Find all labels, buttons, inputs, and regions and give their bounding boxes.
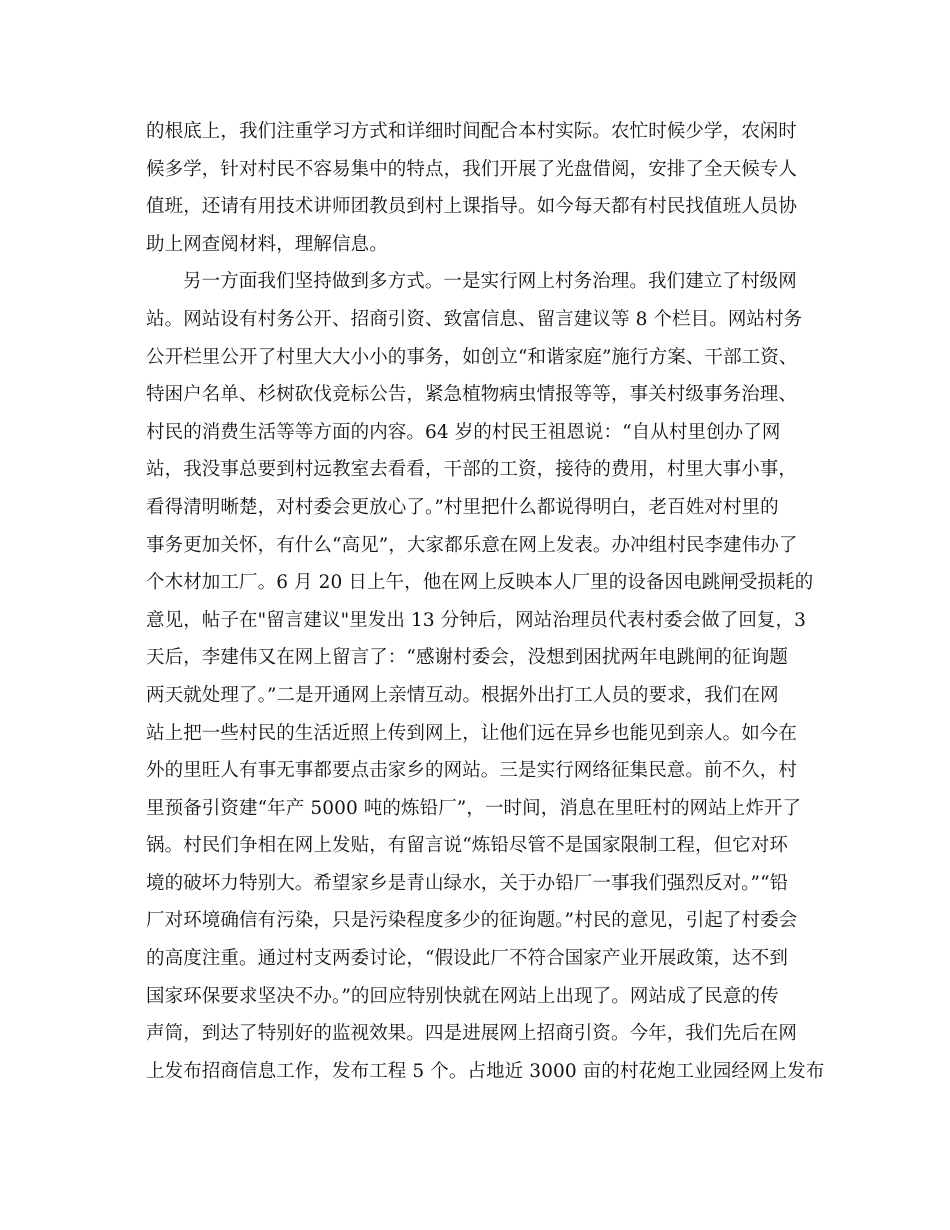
- text-line: 村民的消费生活等等方面的内容。64 岁的村民王祖恩说：“自从村里创办了网: [146, 421, 781, 443]
- text-line: 站上把一些村民的生活近照上传到网上，让他们远在异乡也能见到亲人。如今在: [146, 722, 798, 744]
- text-line: 外的里旺人有事无事都要点击家乡的网站。三是实行网络征集民意。前不久，村: [146, 760, 798, 782]
- document-body: [146, 113, 825, 1090]
- text-line: 个木材加工厂。6 月 20 日上午，他在网上反映本人厂里的设备因电跳闸受损耗的: [146, 572, 814, 594]
- text-line: 厂对环境确信有污染，只是污染程度多少的征询题。”村民的意见，引起了村委会: [146, 910, 798, 932]
- text-line: 事务更加关怀，有什么“高见”，大家都乐意在网上发表。办冲组村民李建伟办了: [146, 534, 798, 556]
- text-line: 里预备引资建“年产 5000 吨的炼铅厂”，一时间，消息在里旺村的网站上炸开了: [146, 797, 802, 819]
- text-line: 值班，还请有用技术讲师团教员到村上课指导。如今每天都有村民找值班人员协: [146, 196, 798, 218]
- text-line: 助上网查阅材料，理解信息。: [146, 233, 388, 255]
- text-line: 两天就处理了。”二是开通网上亲情互动。根据外出打工人员的要求，我们在网: [146, 684, 779, 706]
- text-line: 候多学，针对村民不容易集中的特点，我们开展了光盘借阅，安排了全天候专人: [146, 158, 798, 180]
- text-line: 另一方面我们坚持做到多方式。一是实行网上村务治理。我们建立了村级网: [183, 271, 797, 293]
- text-line: 锅。村民们争相在网上发贴，有留言说“炼铅尽管不是国家限制工程，但它对环: [146, 835, 788, 857]
- text-line: 公开栏里公开了村里大大小小的事务，如创立“和谐家庭”施行方案、干部工资、: [146, 346, 798, 368]
- text-line: 境的破坏力特别大。希望家乡是青山绿水，关于办铅厂一事我们强烈反对。”“铅: [146, 872, 789, 894]
- text-line: 站，我没事总要到村远教室去看看，干部的工资，接待的费用，村里大事小事，: [146, 459, 798, 481]
- text-line: 特困户名单、杉树砍伐竞标公告，紧急植物病虫情报等等，事关村级事务治理、: [146, 384, 798, 406]
- text-line: 的高度注重。通过村支两委讨论，“假设此厂不符合国家产业开展政策，达不到: [146, 948, 788, 970]
- text-line: 天后，李建伟又在网上留言了：“感谢村委会，没想到困扰两年电跳闸的征询题: [146, 647, 788, 669]
- text-line: 国家环保要求坚决不办。”的回应特别快就在网站上出现了。网站成了民意的传: [146, 985, 779, 1007]
- text-line: 意见，帖子在"留言建议"里发出 13 分钟后，网站治理员代表村委会做了回复，3: [146, 609, 806, 631]
- text-line: 声筒，到达了特别好的监视效果。四是进展网上招商引资。今年，我们先后在网: [146, 1023, 798, 1045]
- text-line: 上发布招商信息工作，发布工程 5 个。占地近 3000 亩的村花炮工业园经网上发布: [146, 1060, 825, 1082]
- text-line: 看得清明晰楚，对村委会更放心了。”村里把什么都说得明白，老百姓对村里的: [146, 496, 779, 518]
- text-line: 的根底上，我们注重学习方式和详细时间配合本村实际。农忙时候少学，农闲时: [146, 121, 798, 142]
- text-line: 站。网站设有村务公开、招商引资、致富信息、留言建议等 8 个栏目。网站村务: [146, 308, 803, 330]
